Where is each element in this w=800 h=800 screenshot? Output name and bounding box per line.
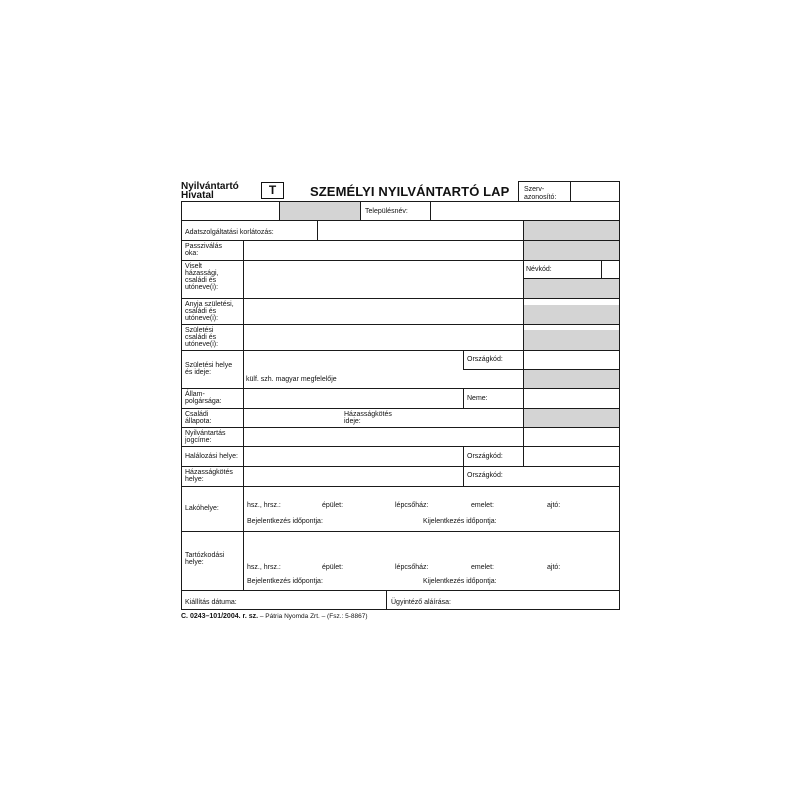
passz-label: Passziválás oka: xyxy=(185,243,222,257)
line-szerv-top xyxy=(518,181,620,182)
tart-emelet: emelet: xyxy=(471,564,494,571)
personal-record-form xyxy=(181,181,620,620)
t-mark-box: T xyxy=(261,182,284,199)
line-orszagkod-v xyxy=(463,350,464,370)
line-hdr-v1 xyxy=(279,201,280,221)
tart-ajto: ajtó: xyxy=(547,564,561,571)
tart-label: Tartózkodási helye: xyxy=(185,552,225,566)
kulf-label: külf. szh. magyar megfelelője xyxy=(246,376,337,383)
line-hdr-v2 xyxy=(360,201,361,221)
line-bottom xyxy=(181,609,620,610)
tart-lepcsohaz: lépcsőház: xyxy=(395,564,429,571)
orszagkod-label-2: Országkód: xyxy=(467,453,503,460)
shaded-cell-viselt xyxy=(523,279,619,298)
line-szul xyxy=(181,350,620,351)
tart-hsz: hsz., hrsz.: xyxy=(247,564,281,571)
line-hdr-bottom xyxy=(181,220,620,221)
shaded-cell-csal xyxy=(523,408,619,427)
tart-kijelentkezes: Kijelentkezés időpontja: xyxy=(423,578,497,585)
shaded-cell-szul xyxy=(523,330,619,350)
lako-lepcsohaz: lépcsőház: xyxy=(395,502,429,509)
line-csal xyxy=(181,427,620,428)
form-code: C. 0243–101/2004. r. sz. xyxy=(181,613,259,620)
line-right xyxy=(619,181,620,610)
line-neme-v xyxy=(463,388,464,408)
line-hdr-v3 xyxy=(430,201,431,221)
line-anyja xyxy=(181,324,620,325)
line-adatszolg xyxy=(181,240,620,241)
line-szulhely xyxy=(181,388,620,389)
tart-bejelentkezes: Bejelentkezés időpontja: xyxy=(247,578,323,585)
lako-epulet: épület: xyxy=(322,502,344,509)
lako-kijelentkezes: Kijelentkezés időpontja: xyxy=(423,518,497,525)
line-lako xyxy=(181,531,620,532)
adatszolg-label: Adatszolgáltatási korlátozás: xyxy=(185,229,274,236)
neme-label: Neme: xyxy=(467,395,488,402)
hazido-label: Házasságkötés ideje: xyxy=(344,411,392,425)
orszagkod-label-3: Országkód: xyxy=(467,472,503,479)
line-viselt xyxy=(181,298,620,299)
line-col-label-2 xyxy=(243,486,244,591)
lako-emelet: emelet: xyxy=(471,502,494,509)
line-passz xyxy=(181,260,620,261)
shaded-cell-adatszolg xyxy=(523,221,619,241)
tart-epulet: épület: xyxy=(322,564,344,571)
line-nevkod xyxy=(523,278,620,279)
allam-label: Állam- polgársága: xyxy=(185,391,222,405)
line-hazhely xyxy=(181,486,620,487)
line-kiallitas-v xyxy=(386,590,387,610)
shaded-cell-passz xyxy=(523,241,619,260)
anyja-label: Anyja születési, családi és utóneve(i): xyxy=(185,301,234,322)
line-szerv-left xyxy=(518,181,519,202)
line-left xyxy=(181,201,182,610)
line-jog xyxy=(181,446,620,447)
line-col-right xyxy=(523,220,524,467)
line-szerv-mid xyxy=(570,181,571,202)
kiallitas-label: Kiállítás dátuma: xyxy=(185,599,237,606)
line-adatszolg-v xyxy=(317,220,318,241)
szul-label: Születési családi és utóneve(i): xyxy=(185,327,219,348)
line-allam xyxy=(181,408,620,409)
nevkod-label: Névkód: xyxy=(526,266,552,273)
szerv-label: Szerv- azonosító: xyxy=(524,186,557,201)
szulhely-label: Születési helye és ideje: xyxy=(185,362,233,376)
line-col-label xyxy=(243,240,244,487)
form-title: SZEMÉLYI NYILVÁNTARTÓ LAP xyxy=(310,184,510,199)
halal-label: Halálozási helye: xyxy=(185,453,238,460)
lako-bejelentkezes: Bejelentkezés időpontja: xyxy=(247,518,323,525)
lako-ajto: ajtó: xyxy=(547,502,561,509)
ugyintezo-label: Ügyintéző aláírása: xyxy=(391,599,451,606)
lako-label: Lakóhelye: xyxy=(185,505,219,512)
line-orszagkod xyxy=(463,369,620,370)
lako-hsz: hsz., hrsz.: xyxy=(247,502,281,509)
viselt-label: Viselt házassági, családi és utóneve(i): xyxy=(185,263,219,291)
telepulesnev-label: Településnév: xyxy=(365,208,408,215)
jog-label: Nyilvántartás jogcíme: xyxy=(185,430,226,444)
shaded-cell-szulhely xyxy=(523,370,619,388)
form-footer xyxy=(181,613,368,620)
line-halal xyxy=(181,466,620,467)
printer-info: – Pátria Nyomda Zrt. – (Fsz.: 5-8867) xyxy=(258,613,368,620)
office-name: Nyilvántartó Hivatal xyxy=(181,181,239,201)
orszagkod-label-1: Országkód: xyxy=(467,356,503,363)
line-halal-v xyxy=(463,446,464,487)
shaded-cell-header xyxy=(279,202,360,220)
csal-label: Családi állapota: xyxy=(185,411,212,425)
line-tart xyxy=(181,590,620,591)
line-nevkod-v xyxy=(601,260,602,279)
shaded-cell-anyja xyxy=(523,305,619,324)
hazhely-label: Házasságkötés helye: xyxy=(185,469,233,483)
